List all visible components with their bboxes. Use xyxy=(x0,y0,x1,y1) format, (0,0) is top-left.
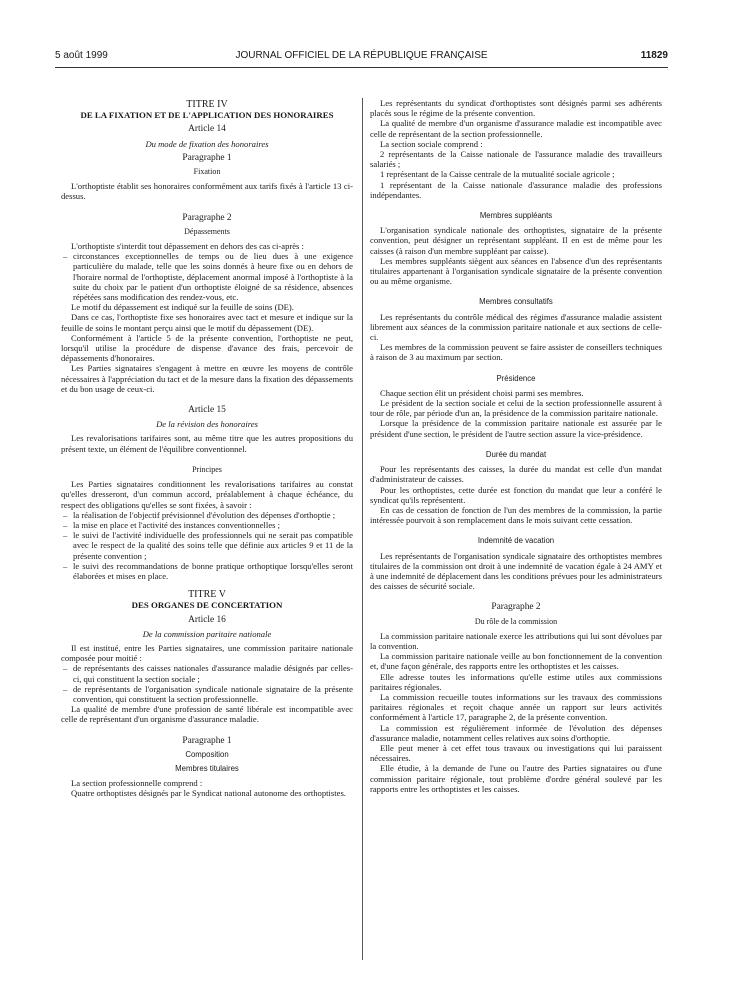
article-16-paragraph: La qualité de membre d'une profession de santé libérale est incompatible avec celle de représentant d'un organisme d'assurance maladie. xyxy=(61,704,353,725)
role-commission-subtitle: Du rôle de la commission xyxy=(474,616,558,626)
article-16-list xyxy=(61,663,353,704)
titre-v: TITRE V xyxy=(188,589,226,601)
principes-intro: Les Parties signataires conditionnent les revalorisations tarifaires au constat qu'elles dresseront, d'un commun accord, préalablement à chaque échéance, du respect des obligations qu'elles se sont fixées, à savoir : xyxy=(61,479,353,510)
article-16-intro: Il est institué, entre les Parties signataires, une commission paritaire nationale composée pour moitié : xyxy=(61,642,353,664)
article-15-text: Les revalorisations tarifaires sont, au même titre que les autres propositions du présent texte, un élément de l'équilibre conventionnel. xyxy=(61,433,353,454)
presidence-paragraph: Lorsque la présidence de la commission paritaire nationale est assurée par le président d'une section, le président de l'autre section assure la vice-présidence. xyxy=(370,418,662,439)
paragraphe-2-title: Paragraphe 2 xyxy=(182,212,232,223)
membres-consultatifs-heading: Membres consultatifs xyxy=(479,297,553,307)
left-column xyxy=(61,98,353,799)
principes-list xyxy=(61,510,353,581)
header-date: 5 août 1999 xyxy=(55,50,108,61)
section-professionnelle-text: Quatre orthoptistes désignés par le Syndicat national autonome des orthoptistes. xyxy=(71,788,346,799)
header-page-number: 11829 xyxy=(640,50,668,61)
composition-paragraph: La section sociale comprend : xyxy=(380,138,483,149)
membres-suppleants-heading: Membres suppléants xyxy=(479,211,553,221)
titre-iv: TITRE IV xyxy=(186,99,228,110)
paragraphe-2-subtitle: Dépassements xyxy=(184,226,230,236)
composition-paragraph: 2 représentants de la Caisse nationale de l'assurance maladie des travailleurs salariés ; xyxy=(370,149,662,170)
composition-paragraph: 1 représentant de la Caisse nationale d'assurance maladie des professions indépendantes. xyxy=(370,179,662,200)
article-14-title: Article 14 xyxy=(188,124,226,135)
article-15-title: Article 15 xyxy=(188,405,226,416)
paragraphe-1-subtitle: Fixation xyxy=(193,167,221,177)
header-journal-title: JOURNAL OFFICIEL DE LA RÉPUBLIQUE FRANÇAISE xyxy=(235,50,488,61)
paragraphe-1-title: Paragraphe 1 xyxy=(182,152,232,163)
role-paragraph: Elle peut mener à cet effet tous travaux ou investigations qui lui paraissent nécessaires. xyxy=(370,742,662,764)
list-item: – le suivi des recommandations de bonne pratique orthoptique lorsqu'elles seront élaborées et mises en place. xyxy=(61,561,353,581)
presidence-paragraph: Chaque section élit un président choisi parmi ses membres. xyxy=(380,387,584,398)
composition-paragraph: La qualité de membre d'un organisme d'assurance maladie est incompatible avec celle de représentant de la section professionnelle. xyxy=(370,118,662,139)
list-item: – de représentants des caisses nationales d'assurance maladie désignés par celles-ci, qui constituent la section sociale ; xyxy=(61,663,353,683)
membres-titulaires-heading: Membres titulaires xyxy=(175,763,239,773)
indemnite-paragraph: Les représentants de l'organisation syndicale signataire des orthoptistes membres titulaires de la commission ont droit à une indemnité de vacation égale à 24 AMY et à une indemnité de déplacement dans les conditions prévues pour les administrateurs des caisses de sécurité sociale. xyxy=(370,550,662,592)
fixation-text: L'orthoptiste établit ses honoraires conformément aux tarifs fixés à l'article 13 ci-dessus. xyxy=(61,181,353,202)
duree-paragraph: Pour les orthoptistes, cette durée est fonction du mandat que leur a conféré le syndicat qu'ils représentent. xyxy=(370,484,662,505)
paragraphe-1-composition-title: Paragraphe 1 xyxy=(182,735,232,746)
depassements-paragraph: Les Parties signataires s'engagent à mettre en œuvre les moyens de contrôle nécessaires à l'appréciation du tact et de la mesure dans la fixation des dépassements et du bon usage de ceux-ci. xyxy=(61,363,353,394)
depassements-paragraph: Le motif du dépassement est indiqué sur la feuille de soins (DE). xyxy=(71,302,294,313)
duree-paragraph: En cas de cessation de fonction de l'un des membres de la commission, la partie intéressée pourvoit à son remplacement dans le mois suivant cette cessation. xyxy=(370,504,662,526)
principes-heading: Principes xyxy=(192,464,222,474)
presidence-paragraph: Le président de la section sociale et celui de la section professionnelle assurent à tour de rôle, par période d'un an, la présidence de la commission paritaire nationale. xyxy=(370,398,662,419)
presidence-heading: Présidence xyxy=(496,373,536,383)
indemnite-vacation-heading: Indemnité de vacation xyxy=(477,536,555,546)
composition-subtitle: Composition xyxy=(185,749,229,759)
composition-paragraph: Les représentants du syndicat d'orthoptistes sont désignés parmi ses adhérents placés sous le régime de la présente convention. xyxy=(370,98,662,119)
consultatifs-paragraph: Les représentants du contrôle médical des régimes d'assurance maladie assistent librement aux séances de la commission paritaire nationale et aux sections de celle-ci. xyxy=(370,311,662,343)
suppleants-paragraph: Les membres suppléants siègent aux séances en l'absence d'un des représentants titulaires appartenant à l'organisation syndicale signataire de la présente convention ou au même organisme. xyxy=(370,255,662,287)
article-14-subtitle: Du mode de fixation des honoraires xyxy=(145,138,269,149)
depassements-paragraph: Dans ce cas, l'orthoptiste fixe ses honoraires avec tact et mesure et indique sur la feuille de soins le montant perçu ainsi que le motif du dépassement (DE). xyxy=(61,312,353,333)
titre-v-heading: DES ORGANES DE CONCERTATION xyxy=(131,600,283,611)
role-paragraph: Elle étudie, à la demande de l'une ou l'autre des Parties signataires ou d'une commission paritaire régionale, tout problème d'ordre général soulevé par les rapports entre les orthoptistes et les caisses. xyxy=(370,763,662,794)
titre-iv-heading: DE LA FIXATION ET DE L'APPLICATION DES HONORAIRES xyxy=(80,110,334,121)
depassements-list xyxy=(61,251,353,302)
article-16-subtitle: De la commission paritaire nationale xyxy=(142,628,272,639)
role-paragraph: La commission paritaire nationale exerce les attributions qui lui sont dévolues par la convention. xyxy=(370,630,662,651)
section-professionnelle-intro: La section professionnelle comprend : xyxy=(71,778,203,789)
right-column xyxy=(370,98,662,794)
list-item: – circonstances exceptionnelles de temps ou de lieu dues à une exigence particulière du malade, telle que les soins donnés à heure fixe ou en dehors de l'horaire normal de l'orthoptiste, déplacement anormal imposé à l'orthoptiste à la suite du choix par le patient d'un orthoptiste éloigné de sa résidence, absences répétées sans modification des rendez-vous, etc. xyxy=(61,251,353,302)
role-paragraph: La commission paritaire nationale veille au bon fonctionnement de la convention et, d'une façon générale, des rapports entre les orthoptistes et les caisses. xyxy=(370,651,662,672)
column-divider xyxy=(362,98,363,960)
header-rule xyxy=(55,67,668,68)
role-paragraph: Elle adresse toutes les informations qu'elle estime utiles aux commissions paritaires régionales. xyxy=(370,671,662,692)
duree-paragraph: Pour les représentants des caisses, la durée du mandat est celle d'un mandat d'administrateur de caisses. xyxy=(370,464,662,485)
consultatifs-paragraph: Les membres de la commission peuvent se faire assister de conseillers techniques à raison de 3 au maximum par section. xyxy=(370,342,662,363)
article-15-subtitle: De la révision des honoraires xyxy=(156,419,258,430)
suppleants-paragraph: L'organisation syndicale nationale des orthoptistes, signataire de la présente convention, peut désigner un représentant suppléant. Il en est de même pour les caisses (à raison d'un membre suppléant par caisse). xyxy=(370,225,662,256)
role-paragraph: La commission recueille toutes informations sur les travaux des commissions paritaires régionales et reçoit chaque année un rapport sur leurs activités conformément à l'article 17, paragraphe 2, de la présente convention. xyxy=(370,691,662,723)
list-item: – de représentants de l'organisation syndicale nationale signataire de la présente convention, qui constituent la section professionnelle. xyxy=(61,684,353,704)
list-item: – la mise en place et l'activité des instances conventionnelles ; xyxy=(61,520,353,530)
paragraphe-2-role-title: Paragraphe 2 xyxy=(491,602,541,613)
duree-mandat-heading: Durée du mandat xyxy=(485,449,547,459)
composition-paragraph: 1 représentant de la Caisse centrale de la mutualité sociale agricole ; xyxy=(380,169,615,180)
role-paragraph: La commission est régulièrement informée de l'évolution des dépenses d'assurance maladie, notamment celles relatives aux soins d'orthoptie. xyxy=(370,722,662,743)
list-item: – la réalisation de l'objectif prévisionnel d'évolution des dépenses d'orthoptie ; xyxy=(61,510,353,520)
depassements-paragraph: Conformément à l'article 5 de la présente convention, l'orthoptiste ne peut, lorsqu'il utilise la procédure de dispense d'avance des frais, percevoir de dépassements d'honoraires. xyxy=(61,332,353,364)
page-header xyxy=(55,50,668,66)
list-item: – le suivi de l'activité individuelle des professionnels qui ne serait pas compatible avec le respect de la qualité des soins telle que définie aux articles 9 et 11 de la présente convention ; xyxy=(61,530,353,561)
article-16-title: Article 16 xyxy=(188,614,226,625)
depassements-intro: L'orthoptiste s'interdit tout dépassement en dehors des cas ci-après : xyxy=(71,241,304,252)
